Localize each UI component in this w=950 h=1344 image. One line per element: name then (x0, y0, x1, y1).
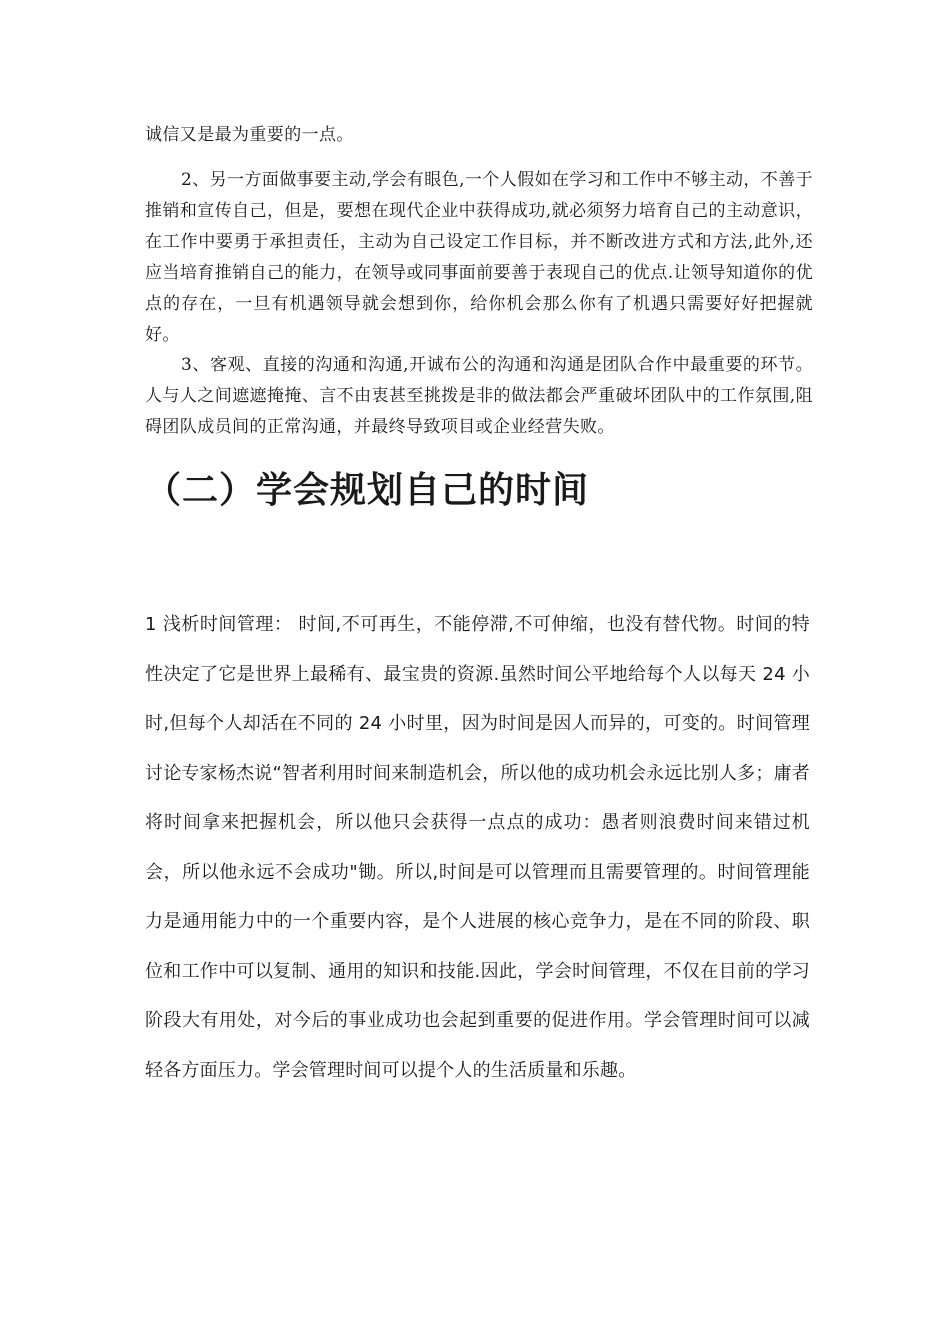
paragraph-2: 2、另一方面做事要主动,学会有眼色,一个人假如在学习和工作中不够主动，不善于推销和宣传自己，但是，要想在现代企业中获得成功,就必须努力培育自己的主动意识，在工作中要勇于承担责任，主动为自己设定工作目标，并不断改进方式和方法,此外,还应当培育推销自己的能力，在领导或同事面前要善于表现自己的优点.让领导知道你的优点的存在，一旦有机遇领导就会想到你，给你机会那么你有了机遇只需要好好把握就好。 (145, 170, 813, 345)
paragraph-3: 3、客观、直接的沟通和沟通,开诚布公的沟通和沟通是团队合作中最重要的环节。人与人之间遮遮掩掩、言不由衷甚至挑拨是非的做法都会严重破坏团队中的工作氛围,阻碍团队成员间的正常沟通，并最终导致项目或企业经营失败。 (145, 355, 813, 437)
section-body: 1 浅析时间管理： 时间,不可再生，不能停滞,不可伸缩，也没有替代物。时间的特性决定了它是世界上最稀有、最宝贵的资源.虽然时间公平地给每个人以每天 24 小时,但每个人却活在不同的 24 小时里，因为时间是因人而异的，可变的。时间管理讨论专家杨杰说“智者利用时间来制造机会，所以他的成功机会永远比别人多；庸者将时间拿来把握机会，所以他只会获得一点点的成功：愚者则浪费时间来错过机会，所以他永远不会成功"锄。所以,时间是可以管理而且需要管理的。时间管理能力是通用能力中的一个重要内容，是个人进展的核心竞争力，是在不同的阶段、职位和工作中可以复制、通用的知识和技能.因此，学会时间管理，不仅在目前的学习阶段大有用处，对今后的事业成功也会起到重要的促进作用。学会管理时间可以减轻各方面压力。学会管理时间可以提个人的生活质量和乐趣。 (145, 614, 810, 1081)
section-heading: （二）学会规划自己的时间 (145, 470, 590, 511)
paragraph-continuation: 诚信又是最为重要的一点。 (145, 125, 354, 145)
